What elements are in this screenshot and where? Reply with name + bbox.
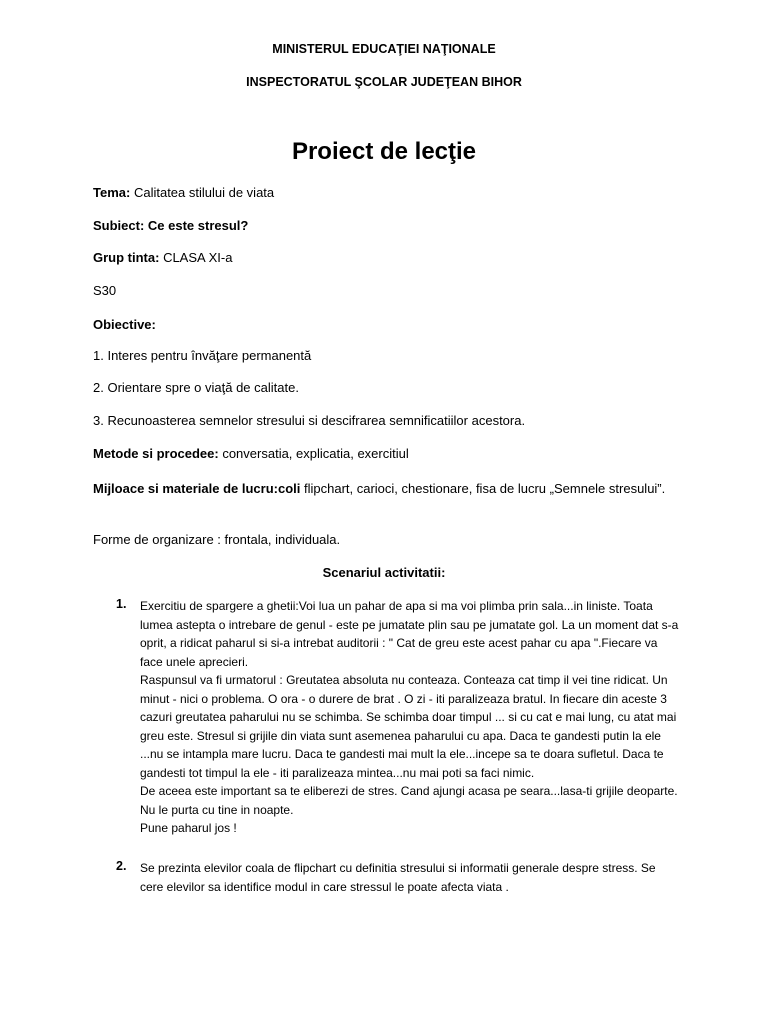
list-item	[140, 859, 680, 896]
mijloace-label: Mijloace si materiale de lucru:coli	[93, 481, 301, 496]
scenariu-heading: Scenariul activitatii:	[322, 565, 446, 580]
list-paragraph: Pune paharul jos !	[140, 821, 237, 835]
metode-line	[93, 446, 409, 461]
ministry-header: MINISTERUL EDUCAŢIEI NAŢIONALE	[272, 42, 496, 56]
obiective-label: Obiective:	[93, 317, 156, 332]
list-item	[140, 597, 680, 838]
list-paragraph: Raspunsul va fi urmatorul : Greutatea absoluta nu conteaza. Conteaza cat timp il vei tine ridicat. Un minut - nici o problema. O ora - o durere de brat . O zi - iti paralizeaza bratul. In fiecare din aceste 3 cazuri greutatea paharului nu se schimba. Se schimba doar timpul ... si cu cat e mai lung, cu atat mai greu este. Stresul si grijile din viata sunt asemenea paharului cu apa. Daca te gandesti putin la ele ...nu se intampla mare lucru. Daca te gandesti mai mult la ele...incepe sa te doara sufletul. Daca te gandesti tot timpul la ele - iti paralizeaza mintea...nu mai poti sa faci nimic.	[140, 673, 677, 780]
list-item-number: 1.	[116, 597, 127, 611]
grup-value: CLASA XI-a	[163, 250, 233, 265]
inspectorat-header: INSPECTORATUL ŞCOLAR JUDEŢEAN BIHOR	[246, 75, 522, 89]
mijloace-value: flipchart, carioci, chestionare, fisa de lucru „Semnele stresului”.	[303, 481, 666, 496]
list-paragraph: De aceea este important sa te eliberezi de stres. Cand ajungi acasa pe seara...lasa-ti grijile deoparte. Nu le purta cu tine in noapte.	[140, 784, 678, 817]
grup-label: Grup tinta:	[93, 250, 160, 265]
tema-line	[93, 185, 274, 200]
objective-item: 2. Orientare spre o viaţă de calitate.	[93, 380, 299, 395]
list-paragraph: Se prezinta elevilor coala de flipchart cu definitia stresului si informatii generale despre stress. Se cere elevilor sa identifice modul in care stressul le poate afecta viata .	[140, 861, 656, 894]
list-paragraph: Exercitiu de spargere a ghetii:Voi lua un pahar de apa si ma voi plimba prin sala...in liniste. Toata lumea astepta o intrebare de genul - este pe jumatate plin sau pe jumatate gol. La un moment dat s-a oprit, a ridicat paharul si si-a intrebat auditorii : " Cat de greu este acest pahar cu apa ".Fiecare va face unele aprecieri.	[140, 599, 679, 669]
objective-item: 3. Recunoasterea semnelor stresului si descifrarea semnificatiilor acestora.	[93, 413, 526, 428]
grup-line	[93, 250, 232, 265]
objective-item: 1. Interes pentru învăţare permanentă	[93, 348, 312, 363]
subiect-line	[93, 218, 248, 233]
tema-value: Calitatea stilului de viata	[133, 185, 275, 200]
metode-value: conversatia, explicatia, exercitiul	[222, 446, 409, 461]
list-item-number: 2.	[116, 859, 127, 873]
forme-line: Forme de organizare : frontala, individuala.	[93, 532, 341, 547]
obiective-heading	[93, 317, 156, 332]
mijloace-line	[93, 479, 693, 498]
code-line: S30	[93, 283, 117, 298]
subiect-label: Subiect: Ce este stresul?	[93, 218, 249, 233]
metode-label: Metode si procedee:	[93, 446, 219, 461]
tema-label: Tema:	[93, 185, 131, 200]
page-title: Proiect de lecţie	[291, 138, 477, 165]
